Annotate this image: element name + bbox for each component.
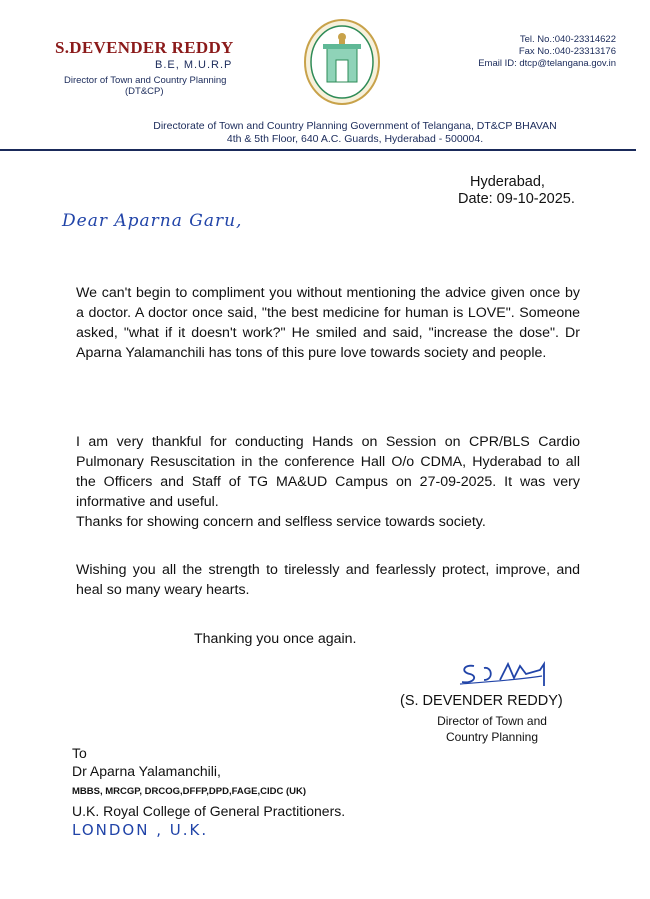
place: Hyderabad, — [470, 174, 545, 190]
sender-name: S.DEVENDER REDDY — [55, 38, 234, 57]
sender-qualifications: B.E, M.U.R.P — [155, 59, 233, 71]
body-paragraph-3: Thanks for showing concern and selfless service towards society. — [76, 514, 486, 530]
address-line-2: 4th & 5th Floor, 640 A.C. Guards, Hyderabad - 500004. — [226, 133, 484, 145]
signatory-designation-line-1: Director of Town and — [437, 714, 547, 728]
closing-line: Thanking you once again. — [194, 631, 357, 647]
place-date — [458, 174, 575, 208]
sender-designation: Director of Town and Country Planning — [64, 75, 227, 86]
signature-icon — [456, 654, 566, 694]
letterhead-divider — [0, 149, 636, 151]
address-line-1: Directorate of Town and Country Planning Government of Telangana, DT&CP BHAVAN — [153, 120, 557, 132]
telangana-emblem-icon — [303, 18, 381, 106]
telephone: Tel. No.:040-23314622 — [519, 34, 616, 45]
recipient-location: LONDON , U.K. — [72, 821, 209, 839]
sender-designation-abbr: (DT&CP) — [125, 86, 164, 97]
signatory-name: (S. DEVENDER REDDY) — [400, 693, 563, 709]
recipient-name: Dr Aparna Yalamanchili, — [72, 763, 221, 779]
recipient-to: To — [72, 745, 87, 761]
office-address — [60, 120, 650, 146]
date: Date: 09-10-2025. — [458, 191, 575, 207]
salutation: Dear Aparna Garu, — [62, 211, 243, 231]
signatory-designation — [432, 713, 552, 745]
body-paragraph-2: I am very thankful for conducting Hands on Session on CPR/BLS Cardio Pulmonary Resuscitation in the conference Hall O/o CDMA, Hyderabad to all the Officers and Staff of TG MA&UD Campus on 27-09-2025. It was very informative and useful. — [76, 434, 580, 510]
recipient-organization: U.K. Royal College of General Practitioners. — [72, 803, 346, 819]
recipient-qualifications: MBBS, MRCGP, DRCOG,DFFP,DPD,FAGE,CIDC (UK) — [72, 786, 306, 797]
email: Email ID: dtcp@telangana.gov.in — [478, 58, 616, 69]
body-paragraph-4: Wishing you all the strength to tirelessly and fearlessly protect, improve, and heal so many weary hearts. — [76, 562, 580, 598]
fax: Fax No.:040-23313176 — [518, 46, 616, 57]
contact-block — [478, 34, 616, 70]
body-paragraph-1: We can't begin to compliment you without mentioning the advice given once by a doctor. A doctor once said, "the best medicine for human is LOVE". Someone asked, "what if it doesn't work?" He smiled and said, "increase the dose". Dr Aparna Yalamanchili has tons of this pure love towards society and people. — [76, 285, 580, 361]
signatory-designation-line-2: Country Planning — [445, 730, 539, 744]
